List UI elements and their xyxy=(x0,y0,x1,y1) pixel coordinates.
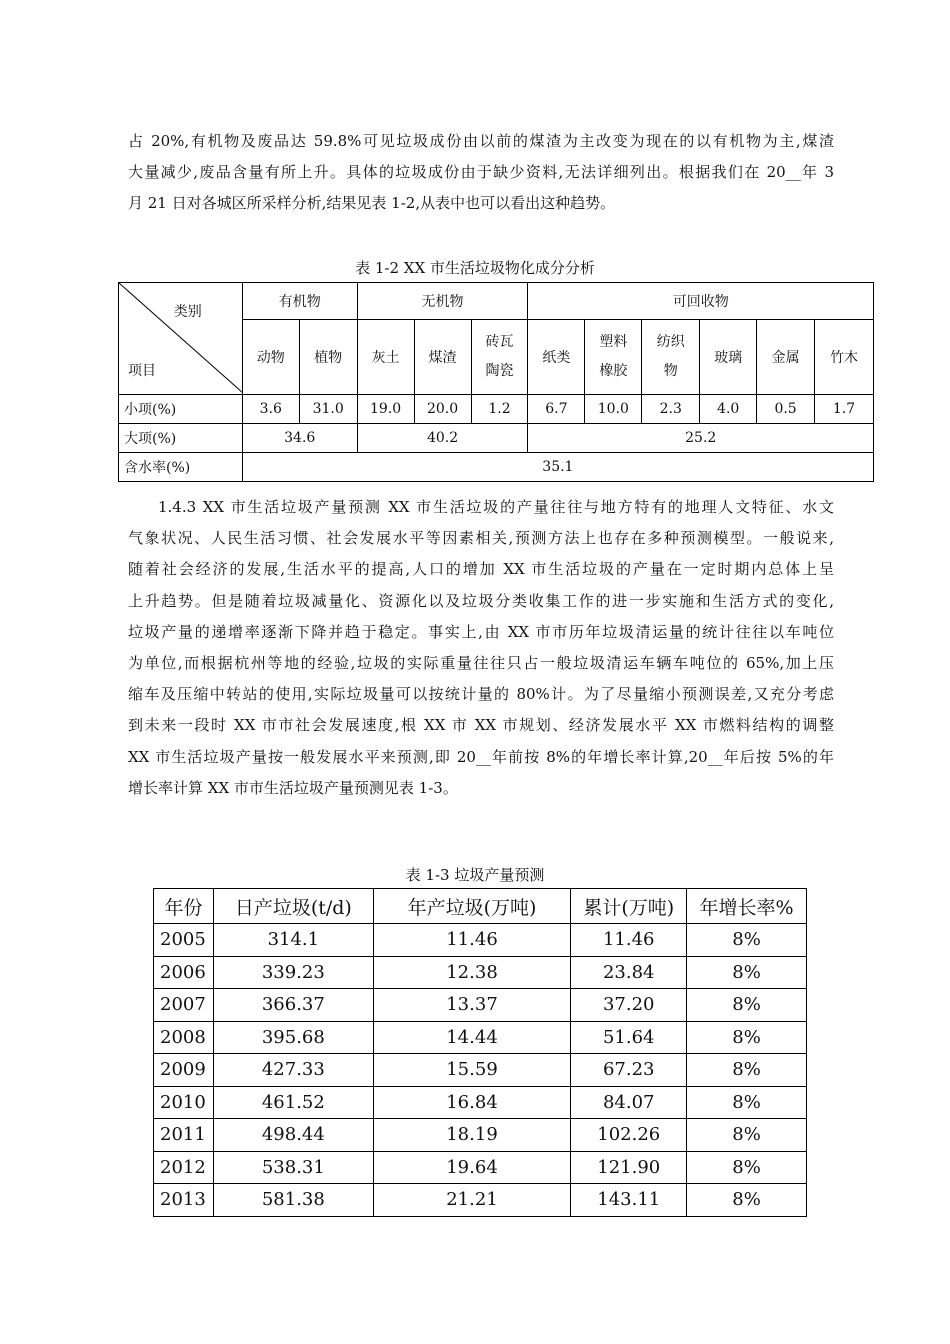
table-row xyxy=(154,1119,807,1152)
intro-line: 月 21 日对各城区所采样分析,结果见表 1-2,从表中也可以看出这种趋势。 xyxy=(128,194,616,213)
subcat-header: 金属 xyxy=(757,320,815,395)
table-cell: 2011 xyxy=(154,1119,214,1152)
table-cell: 16.84 xyxy=(373,1086,571,1119)
table-cell: 8% xyxy=(687,1151,807,1184)
table-cell: 35.1 xyxy=(242,453,873,482)
table-row xyxy=(119,424,874,453)
row-label: 含水率(%) xyxy=(119,453,243,482)
table-cell: 13.37 xyxy=(373,989,571,1022)
subcat-header: 灰土 xyxy=(357,320,414,395)
group-header: 无机物 xyxy=(357,283,528,320)
body-line: 垃圾产量的递增率逐渐下降并趋于稳定。事实上,由 XX 市市历年垃圾清运量的统计往往以车吨位 xyxy=(128,622,834,641)
table-row xyxy=(154,989,807,1022)
table-cell: 51.64 xyxy=(571,1021,687,1054)
table-header-row xyxy=(154,889,807,924)
body-line: 上升趋势。但是随着垃圾减量化、资源化以及垃圾分类收集工作的进一步实施和生活方式的变化, xyxy=(128,591,834,610)
body-line: 缩车及压缩中转站的使用,实际垃圾量可以按统计量的 80%计。为了尽量缩小预测误差,又充分考虑 xyxy=(128,685,834,704)
body-line: 增长率计算 XX 市市生活垃圾产量预测见表 1-3。 xyxy=(128,778,458,797)
table-cell: 2.3 xyxy=(642,395,700,424)
table-row xyxy=(119,453,874,482)
subcat-header: 玻璃 xyxy=(700,320,757,395)
table-cell: 314.1 xyxy=(213,924,373,957)
body-line: 到未来一段时 XX 市市社会发展速度,根 XX 市 XX 市规划、经济发展水平 XX 市燃料结构的调整 xyxy=(128,716,834,735)
table-row xyxy=(154,1086,807,1119)
forecast-table xyxy=(153,888,807,1217)
table-cell: 2007 xyxy=(154,989,214,1022)
corner-header-cell xyxy=(119,283,243,395)
table-cell: 8% xyxy=(687,1021,807,1054)
table-cell: 8% xyxy=(687,1184,807,1217)
intro-line: 占 20%,有机物及废品达 59.8%可见垃圾成份由以前的煤渣为主改变为现在的以有机物为主,煤渣 xyxy=(128,132,834,150)
composition-table xyxy=(118,282,874,482)
row-label: 小项(%) xyxy=(119,395,243,424)
column-header: 年产垃圾(万吨) xyxy=(373,889,571,924)
table-cell: 3.6 xyxy=(242,395,299,424)
table-cell: 366.37 xyxy=(213,989,373,1022)
table-cell: 84.07 xyxy=(571,1086,687,1119)
table-row xyxy=(154,924,807,957)
subcat-header: 塑料 橡胶 xyxy=(585,320,642,395)
table-cell: 21.21 xyxy=(373,1184,571,1217)
table-cell: 2006 xyxy=(154,956,214,989)
body-line: XX 市生活垃圾产量按一般发展水平来预测,即 20__年前按 8%的年增长率计算,20__年后按 5%的年 xyxy=(128,747,834,766)
table-cell: 19.64 xyxy=(373,1151,571,1184)
body-line: 气象状况、人民生活习惯、社会发展水平等因素相关,预测方法上也存在多种预测模型。一般说来, xyxy=(128,529,834,548)
intro-line: 大量减少,废品含量有所上升。具体的垃圾成份由于缺少资料,无法详细列出。根据我们在 20__年 3 xyxy=(128,163,834,182)
table-row xyxy=(154,1054,807,1087)
table-cell: 8% xyxy=(687,1119,807,1152)
body-line: 随着社会经济的发展,生活水平的提高,人口的增加 XX 市生活垃圾的产量在一定时期内总体上呈 xyxy=(128,560,834,579)
table-cell: 12.38 xyxy=(373,956,571,989)
table-cell: 6.7 xyxy=(528,395,585,424)
table-cell: 1.7 xyxy=(815,395,874,424)
table-cell: 395.68 xyxy=(213,1021,373,1054)
table-1-2-caption: 表 1-2 XX 市生活垃圾物化成分分析 xyxy=(355,259,595,277)
corner-item-label: 项目 xyxy=(128,363,156,379)
row-label: 大项(%) xyxy=(119,424,243,453)
subcat-header: 动物 xyxy=(242,320,299,395)
body-paragraph xyxy=(128,492,834,804)
table-cell: 25.2 xyxy=(528,424,874,453)
table-cell: 40.2 xyxy=(357,424,528,453)
table-cell: 2010 xyxy=(154,1086,214,1119)
table-cell: 14.44 xyxy=(373,1021,571,1054)
table-cell: 102.26 xyxy=(571,1119,687,1152)
table-cell: 31.0 xyxy=(299,395,357,424)
table-cell: 37.20 xyxy=(571,989,687,1022)
table-cell: 143.11 xyxy=(571,1184,687,1217)
table-row xyxy=(119,283,874,320)
column-header: 年增长率% xyxy=(687,889,807,924)
subcat-header: 植物 xyxy=(299,320,357,395)
table-row xyxy=(154,1151,807,1184)
table-cell: 461.52 xyxy=(213,1086,373,1119)
subcat-header: 竹木 xyxy=(815,320,874,395)
table-cell: 427.33 xyxy=(213,1054,373,1087)
table-row xyxy=(154,956,807,989)
table-cell: 2013 xyxy=(154,1184,214,1217)
subcat-header: 纺织 物 xyxy=(642,320,700,395)
table-cell: 11.46 xyxy=(571,924,687,957)
table-cell: 8% xyxy=(687,924,807,957)
table-cell: 67.23 xyxy=(571,1054,687,1087)
table-cell: 2012 xyxy=(154,1151,214,1184)
table-cell: 19.0 xyxy=(357,395,414,424)
table-cell: 2009 xyxy=(154,1054,214,1087)
forecast-table-body xyxy=(154,924,807,1217)
table-cell: 538.31 xyxy=(213,1151,373,1184)
column-header: 年份 xyxy=(154,889,214,924)
table-cell: 2005 xyxy=(154,924,214,957)
body-line: 1.4.3 XX 市生活垃圾产量预测 XX 市生活垃圾的产量往往与地方特有的地理人文特征、水文 xyxy=(158,498,834,516)
subcat-header: 纸类 xyxy=(528,320,585,395)
table-cell: 8% xyxy=(687,956,807,989)
table-cell: 2008 xyxy=(154,1021,214,1054)
table-cell: 0.5 xyxy=(757,395,815,424)
column-header: 累计(万吨) xyxy=(571,889,687,924)
table-row xyxy=(154,1021,807,1054)
table-row xyxy=(154,1184,807,1217)
table-cell: 15.59 xyxy=(373,1054,571,1087)
column-header: 日产垃圾(t/d) xyxy=(213,889,373,924)
subcat-header: 煤渣 xyxy=(414,320,471,395)
table-cell: 498.44 xyxy=(213,1119,373,1152)
table-1-3-caption: 表 1-3 垃圾产量预测 xyxy=(405,866,545,884)
group-header: 有机物 xyxy=(242,283,357,320)
subcat-header: 砖瓦 陶瓷 xyxy=(471,320,528,395)
body-line: 为单位,而根据杭州等地的经验,垃圾的实际重量往往只占一般垃圾清运车辆车吨位的 65%,加上压 xyxy=(128,653,834,672)
table-cell: 11.46 xyxy=(373,924,571,957)
table-cell: 1.2 xyxy=(471,395,528,424)
table-cell: 23.84 xyxy=(571,956,687,989)
table-row xyxy=(119,395,874,424)
intro-paragraph xyxy=(128,126,834,220)
table-cell: 8% xyxy=(687,1086,807,1119)
corner-category-label: 类别 xyxy=(173,304,202,320)
group-header: 可回收物 xyxy=(528,283,874,320)
table-cell: 581.38 xyxy=(213,1184,373,1217)
table-cell: 20.0 xyxy=(414,395,471,424)
table-cell: 34.6 xyxy=(242,424,357,453)
table-cell: 121.90 xyxy=(571,1151,687,1184)
table-cell: 8% xyxy=(687,1054,807,1087)
table-cell: 4.0 xyxy=(700,395,757,424)
table-cell: 339.23 xyxy=(213,956,373,989)
table-cell: 10.0 xyxy=(585,395,642,424)
table-cell: 18.19 xyxy=(373,1119,571,1152)
table-cell: 8% xyxy=(687,989,807,1022)
